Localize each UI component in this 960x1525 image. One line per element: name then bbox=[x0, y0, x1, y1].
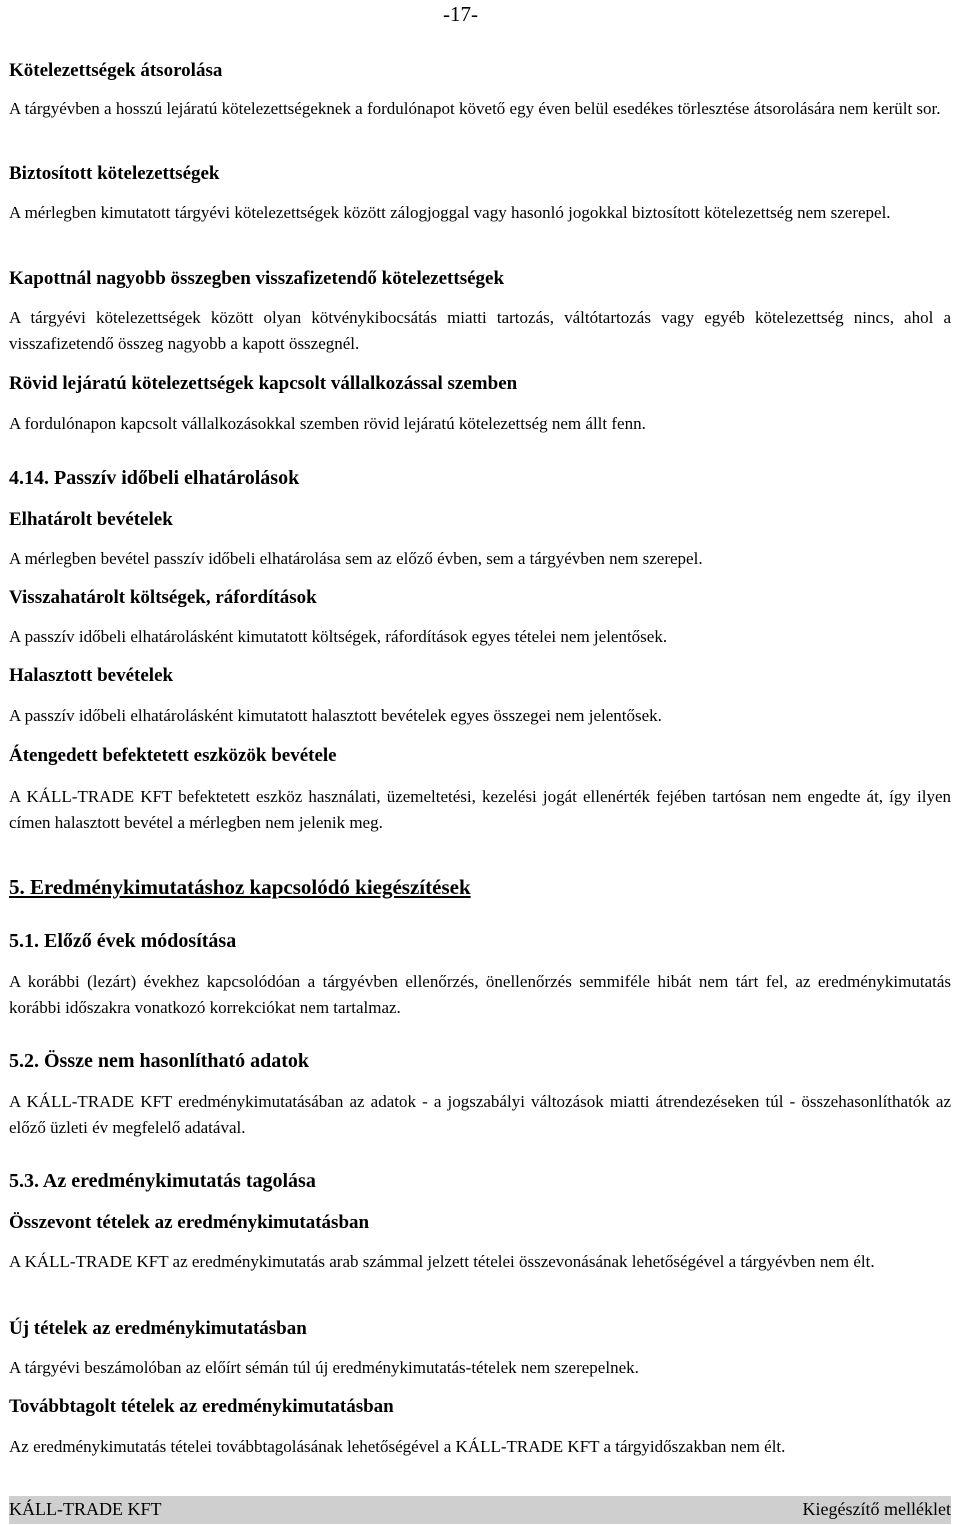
heading-accrued-revenues: Elhatárolt bevételek bbox=[9, 509, 173, 530]
paragraph-reversed-costs: A passzív időbeli elhatárolásként kimutatott költségek, ráfordítások egyes tételei nem jelentősek. bbox=[9, 627, 668, 646]
page-number: -17- bbox=[443, 2, 478, 26]
heading-repayable-liabilities: Kapottnál nagyobb összegben visszafizetendő kötelezettségek bbox=[9, 268, 505, 289]
footer-document-title: Kiegészítő melléklet bbox=[802, 1499, 951, 1519]
footer-company-name: KÁLL-TRADE KFT bbox=[9, 1499, 162, 1519]
heading-merged-items: Összevont tételek az eredménykimutatásban bbox=[9, 1212, 370, 1233]
heading-transferred-assets: Átengedett befektetett eszközök bevétele bbox=[9, 745, 337, 766]
paragraph-deferred-revenues: A passzív időbeli elhatárolásként kimutatott halasztott bevételek egyes összegei nem jelentősek. bbox=[9, 706, 662, 725]
heading-related-party-liabilities: Rövid lejáratú kötelezettségek kapcsolt vállalkozással szemben bbox=[9, 373, 518, 394]
heading-passive-accruals: 4.14. Passzív időbeli elhatárolások bbox=[9, 467, 300, 489]
paragraph-transferred-assets: A KÁLL-TRADE KFT befektetett eszköz használati, üzemeltetési, kezelési jogát ellenérték fejében tartósan nem engedte át, így ilyen címen halasztott bevétel a mérlegben nem jelenik meg. bbox=[9, 787, 951, 832]
heading-prior-year-changes: 5.1. Előző évek módosítása bbox=[9, 930, 237, 952]
heading-subdivided-items: Továbbtagolt tételek az eredménykimutatásban bbox=[9, 1396, 394, 1417]
paragraph-merged-items: A KÁLL-TRADE KFT az eredménykimutatás arab számmal jelzett tételei összevonásának lehetőségével a tárgyévben nem élt. bbox=[9, 1252, 875, 1271]
paragraph-new-items: A tárgyévi beszámolóban az előírt sémán túl új eredménykimutatás-tételek nem szerepelnek. bbox=[9, 1358, 639, 1377]
paragraph-prior-year-changes: A korábbi (lezárt) évekhez kapcsolódóan a tárgyévben ellenőrzés, önellenőrzés semmiféle hibát nem tárt fel, az eredménykimutatás korábbi időszakra vonatkozó korrekciókat nem tartalmaz. bbox=[9, 972, 951, 1017]
page-footer bbox=[9, 1496, 951, 1524]
heading-new-items: Új tételek az eredménykimutatásban bbox=[9, 1318, 307, 1339]
heading-reversed-costs: Visszahatárolt költségek, ráfordítások bbox=[9, 587, 317, 608]
paragraph-secured-liabilities: A mérlegben kimutatott tárgyévi kötelezettségek között zálogjoggal vagy hasonló jogokkal biztosított kötelezettség nem szerepel. bbox=[9, 203, 891, 222]
heading-income-statement-structure: 5.3. Az eredménykimutatás tagolása bbox=[9, 1170, 316, 1192]
heading-liability-reclassification: Kötelezettségek átsorolása bbox=[9, 60, 223, 81]
paragraph-related-party-liabilities: A fordulónapon kapcsolt vállalkozásokkal szemben rövid lejáratú kötelezettség nem állt fenn. bbox=[9, 414, 646, 433]
paragraph-repayable-liabilities: A tárgyévi kötelezettségek között olyan kötvénykibocsátás miatti tartozás, váltótartozás vagy egyéb kötelezettség nincs, ahol a visszafizetendő összeg nagyobb a kapott összegnél. bbox=[9, 308, 951, 353]
paragraph-liability-reclassification: A tárgyévben a hosszú lejáratú kötelezettségeknek a fordulónapot követő egy éven belül esedékes törlesztése átsorolására nem került sor. bbox=[9, 99, 941, 118]
paragraph-subdivided-items: Az eredménykimutatás tételei továbbtagolásának lehetőségével a KÁLL-TRADE KFT a tárgyidőszakban nem élt. bbox=[9, 1437, 786, 1456]
paragraph-accrued-revenues: A mérlegben bevétel passzív időbeli elhatárolása sem az előző évben, sem a tárgyévben nem szerepel. bbox=[9, 549, 703, 568]
heading-deferred-revenues: Halasztott bevételek bbox=[9, 665, 174, 686]
heading-noncomparable-data: 5.2. Össze nem hasonlítható adatok bbox=[9, 1050, 310, 1072]
heading-income-statement-notes: 5. Eredménykimutatáshoz kapcsolódó kiegészítések bbox=[9, 875, 471, 899]
heading-secured-liabilities: Biztosított kötelezettségek bbox=[9, 163, 220, 184]
paragraph-noncomparable-data: A KÁLL-TRADE KFT eredménykimutatásában az adatok - a jogszabályi változások miatti átrendezéseken túl - összehasonlíthatók az előző üzleti év megfelelő adatával. bbox=[9, 1092, 951, 1137]
